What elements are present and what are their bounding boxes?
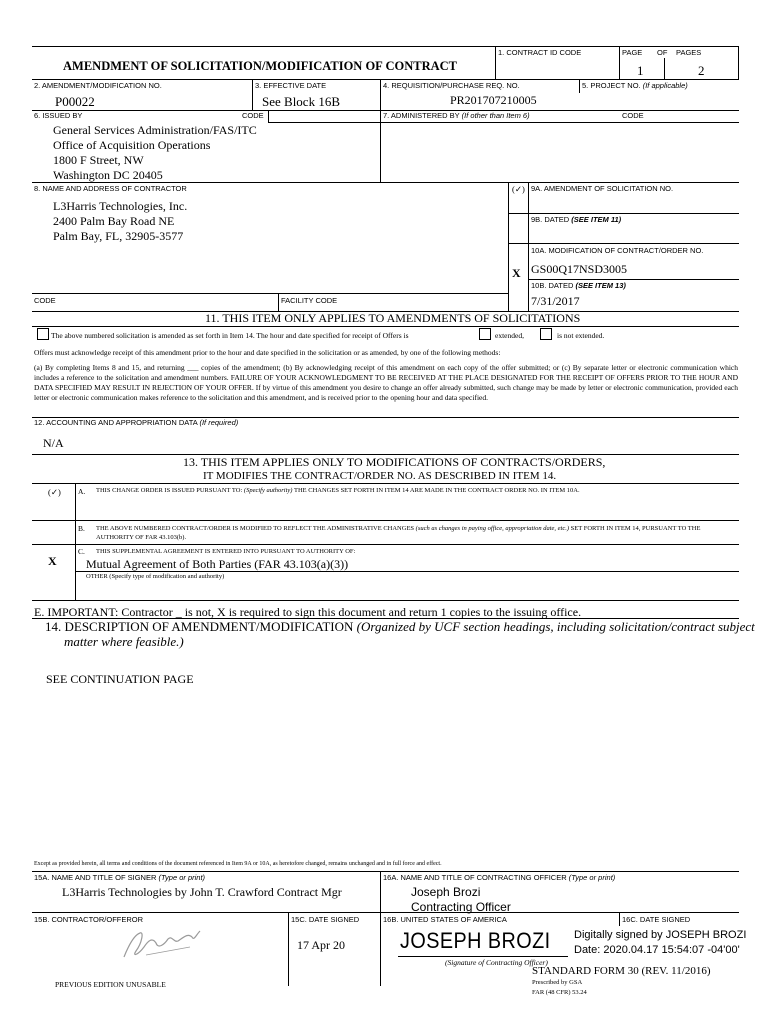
- not-extended-label: is not extended.: [557, 331, 605, 340]
- not-extended-checkbox[interactable]: [540, 328, 552, 340]
- item11-line2: Offers must acknowledge receipt of this amendment prior to the hour and date specified in the solicitation or as amended, by one of the following methods:: [34, 348, 501, 357]
- contractor-date-label: 15C. DATE SIGNED: [291, 915, 360, 924]
- pages-label: PAGES: [676, 48, 702, 57]
- check-marker: (✓): [512, 184, 525, 194]
- project-no-label: 5. PROJECT NO.: [582, 81, 641, 90]
- previous-edition-note: PREVIOUS EDITION UNUSABLE: [55, 980, 166, 989]
- modification-contract-label: 10A. MODIFICATION OF CONTRACT/ORDER NO.: [531, 246, 704, 255]
- option-a-text-2: THE CHANGES SET FORTH IN ITEM 14 ARE MADE IN THE CONTRACT ORDER NO. IN ITEM 10A.: [293, 487, 580, 494]
- item13-heading-1: 13. THIS ITEM APPLIES ONLY TO MODIFICATIONS OF CONTRACTS/ORDERS,: [183, 455, 606, 469]
- issued-by-code-label: CODE: [242, 111, 264, 120]
- modification-checkmark: X: [512, 266, 521, 280]
- accounting-note: (If required): [199, 418, 239, 427]
- project-no-note: (If applicable): [642, 81, 688, 90]
- amendment-solicitation-label: 9A. AMENDMENT OF SOLICITATION NO.: [531, 184, 674, 193]
- administered-by-note: (If other than Item 6): [461, 111, 530, 120]
- page-number: 1: [637, 63, 644, 78]
- contractor-code-label: CODE: [34, 296, 56, 305]
- administered-by-label: 7. ADMINISTERED BY: [383, 111, 460, 120]
- option-b-letter: B.: [78, 524, 85, 533]
- dated-9b-label: 9B. DATED: [531, 215, 570, 224]
- contractor-signature: [118, 925, 208, 965]
- signer-name-note: (Type or print): [158, 873, 206, 882]
- officer-name-label: 16A. NAME AND TITLE OF CONTRACTING OFFICER: [383, 873, 567, 882]
- prescribed-by: Prescribed by GSA: [532, 979, 583, 986]
- contractor-address: L3Harris Technologies, Inc. 2400 Palm Bay Road NE Palm Bay, FL, 32905-3577: [53, 199, 188, 243]
- total-pages: 2: [698, 63, 705, 78]
- effective-date-value: See Block 16B: [262, 94, 340, 109]
- except-text: Except as provided herein, all terms and conditions of the document referenced in Item 9A or 10A, as heretofore changed, remains unchanged and in full force and effect.: [34, 861, 442, 867]
- administered-code-label: CODE: [622, 111, 644, 120]
- item13-heading-2: IT MODIFIES THE CONTRACT/ORDER NO. AS DESCRIBED IN ITEM 14.: [203, 470, 557, 482]
- amendment-no-label: 2. AMENDMENT/MODIFICATION NO.: [34, 81, 162, 90]
- contractor-label: 8. NAME AND ADDRESS OF CONTRACTOR: [34, 184, 187, 193]
- issued-by-label: 6. ISSUED BY: [34, 111, 83, 120]
- form-title: AMENDMENT OF SOLICITATION/MODIFICATION OF CONTRACT: [63, 59, 458, 73]
- of-label: OF: [657, 48, 668, 57]
- option-c-checkmark: X: [48, 554, 57, 568]
- contractor-offeror-label: 15B. CONTRACTOR/OFFEROR: [34, 915, 144, 924]
- officer-name-note: (Type or print): [568, 873, 616, 882]
- item11-line1: The above numbered solicitation is amended as set forth in Item 14. The hour and date specified for receipt of Offers is: [51, 331, 409, 340]
- option-c-authority: Mutual Agreement of Both Parties (FAR 43.103(a)(3)): [86, 557, 349, 571]
- signature-caption: (Signature of Contracting Officer): [445, 958, 548, 967]
- officer-name: Joseph Brozi: [411, 885, 481, 899]
- option-c-letter: C.: [78, 547, 85, 556]
- contract-id-label: 1. CONTRACT ID CODE: [498, 48, 582, 57]
- item13-check-header: (✓): [48, 487, 61, 497]
- option-b-text-2: SET FORTH IN ITEM 14, PURSUANT TO THE AUTHORITY OF FAR 43.103(b).: [96, 525, 701, 541]
- requisition-label: 4. REQUISITION/PURCHASE REQ. NO.: [383, 81, 520, 90]
- accounting-value: N/A: [43, 436, 64, 450]
- option-a-note: (Specify authority): [243, 487, 293, 494]
- other-modification-label: OTHER (Specify type of modification and authority): [86, 573, 225, 580]
- extended-label: extended,: [495, 331, 524, 340]
- signer-name-value: L3Harris Technologies by John T. Crawford Contract Mgr: [62, 885, 342, 899]
- digital-signature-line-2: Date: 2020.04.17 15:54:07 -04'00': [574, 944, 740, 956]
- digital-signature-line-1: Digitally signed by JOSEPH BROZI: [574, 929, 747, 941]
- officer-signature-name: JOSEPH BROZI: [400, 928, 551, 953]
- item14-note-2: matter where feasible.): [64, 634, 184, 649]
- item14-heading: 14. DESCRIPTION OF AMENDMENT/MODIFICATION: [45, 619, 354, 634]
- dated-9b-note: (SEE ITEM 11): [571, 215, 622, 224]
- officer-date-label: 16C. DATE SIGNED: [622, 915, 691, 924]
- far-reference: FAR (48 CFR) 53.24: [532, 989, 587, 996]
- option-c-text: THIS SUPPLEMENTAL AGREEMENT IS ENTERED INTO PURSUANT TO AUTHORITY OF:: [96, 548, 356, 555]
- item14-note-1: (Organized by UCF section headings, including solicitation/contract subject: [356, 619, 755, 634]
- important-notice: E. IMPORTANT: Contractor _ is not, X is required to sign this document and return 1 copies to the issuing office.: [34, 605, 582, 619]
- solicitation-amended-checkbox[interactable]: [37, 328, 49, 340]
- option-b-note: (such as changes in paying office, appropriation date, etc.): [415, 525, 570, 532]
- accounting-label: 12. ACCOUNTING AND APPROPRIATION DATA: [34, 418, 198, 427]
- officer-title: Contracting Officer: [411, 900, 511, 914]
- contract-order-number: GS00Q17NSD3005: [531, 262, 628, 276]
- item11-heading: 11. THIS ITEM ONLY APPLIES TO AMENDMENTS OF SOLICITATIONS: [205, 311, 581, 325]
- option-a-text: THIS CHANGE ORDER IS ISSUED PURSUANT TO:: [96, 487, 243, 494]
- issuer-address: General Services Administration/FAS/ITC Office of Acquisition Operations 1800 F Street, NW Washington DC 20405: [53, 123, 257, 182]
- contract-dated-value: 7/31/2017: [531, 294, 580, 308]
- requisition-value: PR201707210005: [450, 93, 537, 107]
- item11-paragraph: (a) By completing Items 8 and 15, and returning ___ copies of the amendment; (b) By acknowledging receipt of this amendment on each copy of the offer submitted; or (c) By separate letter or electronic communication which includes a reference to the solicitation and amendment numbers. FAILURE OF YOUR ACKNOWLEDGMENT TO BE RECEIVED AT THE PLACE DESIGNATED FOR THE RECEIPT OF OFFERS PRIOR TO THE HOUR AND DATA SPECIFIED MAY RESULT IN REJECTION OF YOUR OFFER. If by virtue of this amendment you desire to change an offer already submitted, such change may be made by letter or electronic communication, provided each letter or electronic communication makes reference to the solicitation and this amendment, and is received prior to the opening hour and data specified.: [34, 363, 738, 402]
- standard-form-number: STANDARD FORM 30 (REV. 11/2016): [532, 965, 711, 977]
- option-b-text: THE ABOVE NUMBERED CONTRACT/ORDER IS MODIFIED TO REFLECT THE ADMINISTRATIVE CHANGES: [96, 525, 415, 532]
- dated-10b-note: (SEE ITEM 13): [575, 281, 626, 290]
- dated-10b-label: 10B. DATED: [531, 281, 574, 290]
- effective-date-label: 3. EFFECTIVE DATE: [255, 81, 327, 90]
- option-a-letter: A.: [78, 487, 86, 496]
- signer-name-label: 15A. NAME AND TITLE OF SIGNER: [34, 873, 157, 882]
- contractor-date-value: 17 Apr 20: [297, 938, 345, 952]
- facility-code-label: FACILITY CODE: [281, 296, 338, 305]
- amendment-no-value: P00022: [55, 94, 95, 109]
- extended-checkbox[interactable]: [479, 328, 491, 340]
- page-label: PAGE: [622, 48, 643, 57]
- united-states-label: 16B. UNITED STATES OF AMERICA: [383, 915, 507, 924]
- continuation-notice: SEE CONTINUATION PAGE: [46, 672, 194, 686]
